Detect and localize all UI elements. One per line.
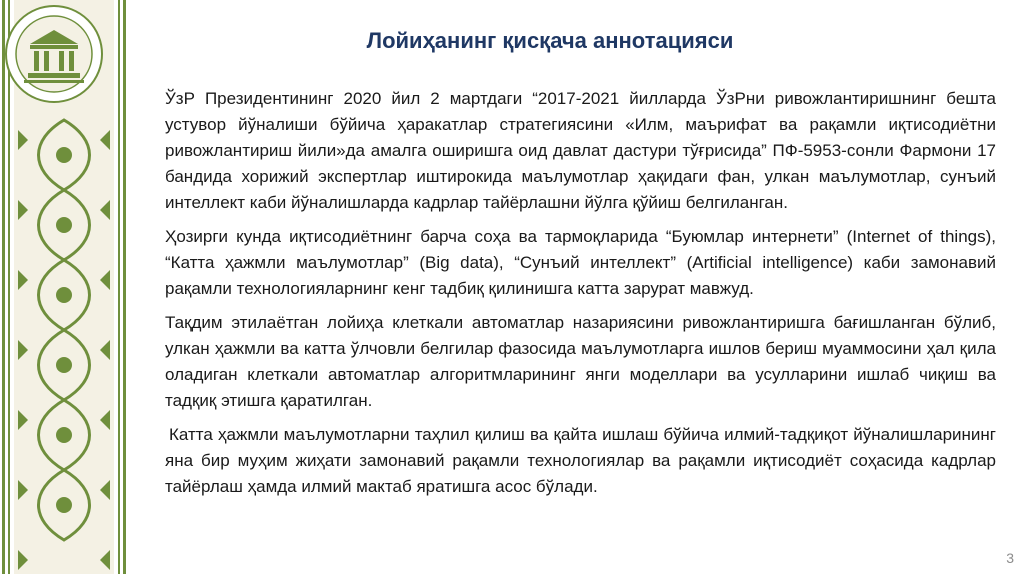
university-emblem-icon <box>4 4 104 104</box>
annotation-body <box>165 86 996 508</box>
page-number: 3 <box>1006 550 1014 566</box>
paragraph: Катта ҳажмли маълумотларни таҳлил қилиш ва қайта ишлаш бўйича илмий-тадқиқот йўналишларининг яна бир муҳим жиҳати замонавий рақамли технологиялар ва рақамли иқтисодиёт соҳасида кадрлар тайёрлаш ҳамда илмий мактаб яратишга асос бўлади. <box>165 425 996 496</box>
paragraph: Тақдим этилаётган лойиҳа клеткали автоматлар назариясини ривожлантиришга бағишланган бўлиб, улкан ҳажмли ва катта ўлчовли белгилар фазосида маълумотларга ишлов бериш муаммосини ҳал қила оладиган клеткали автоматлар алгоритмларининг янги моделлари ва усулларини ишлаб чиқиш ва тадқиқ этишга қаратилган. <box>165 313 996 410</box>
paragraph: ЎзР Президентининг 2020 йил 2 мартдаги “2017-2021 йилларда ЎзРни ривожлантиришнинг бешта устувор йўналиши бўйича ҳаракатлар стратегиясини «Илм, маърифат ва рақамли иқтисодиётни ривожлантириш йили»да амалга оширишга оид давлат дастури тўғрисида” ПФ-5953-сонли Фармони 17 бандида хорижий экспертлар иштирокида маълумотлар ҳақидаги фан, улкан маълумотлар, сунъий интеллект каби йўналишларда кадрлар тайёрлашни йўлга қўйиш белгиланган. <box>165 89 996 212</box>
slide-title: Лойиҳанинг қисқача аннотацияси <box>366 28 734 53</box>
paragraph: Ҳозирги кунда иқтисодиётнинг барча соҳа ва тармоқларида “Буюмлар интернети” (Internet of things), “Катта ҳажмли маълумотлар” (Big data), “Сунъий интеллект” (Artificial intelligence) каби замонавий рақамли технологияларнинг кенг тадбиқ қилинишга катта зарурат мавжуд. <box>165 227 996 298</box>
